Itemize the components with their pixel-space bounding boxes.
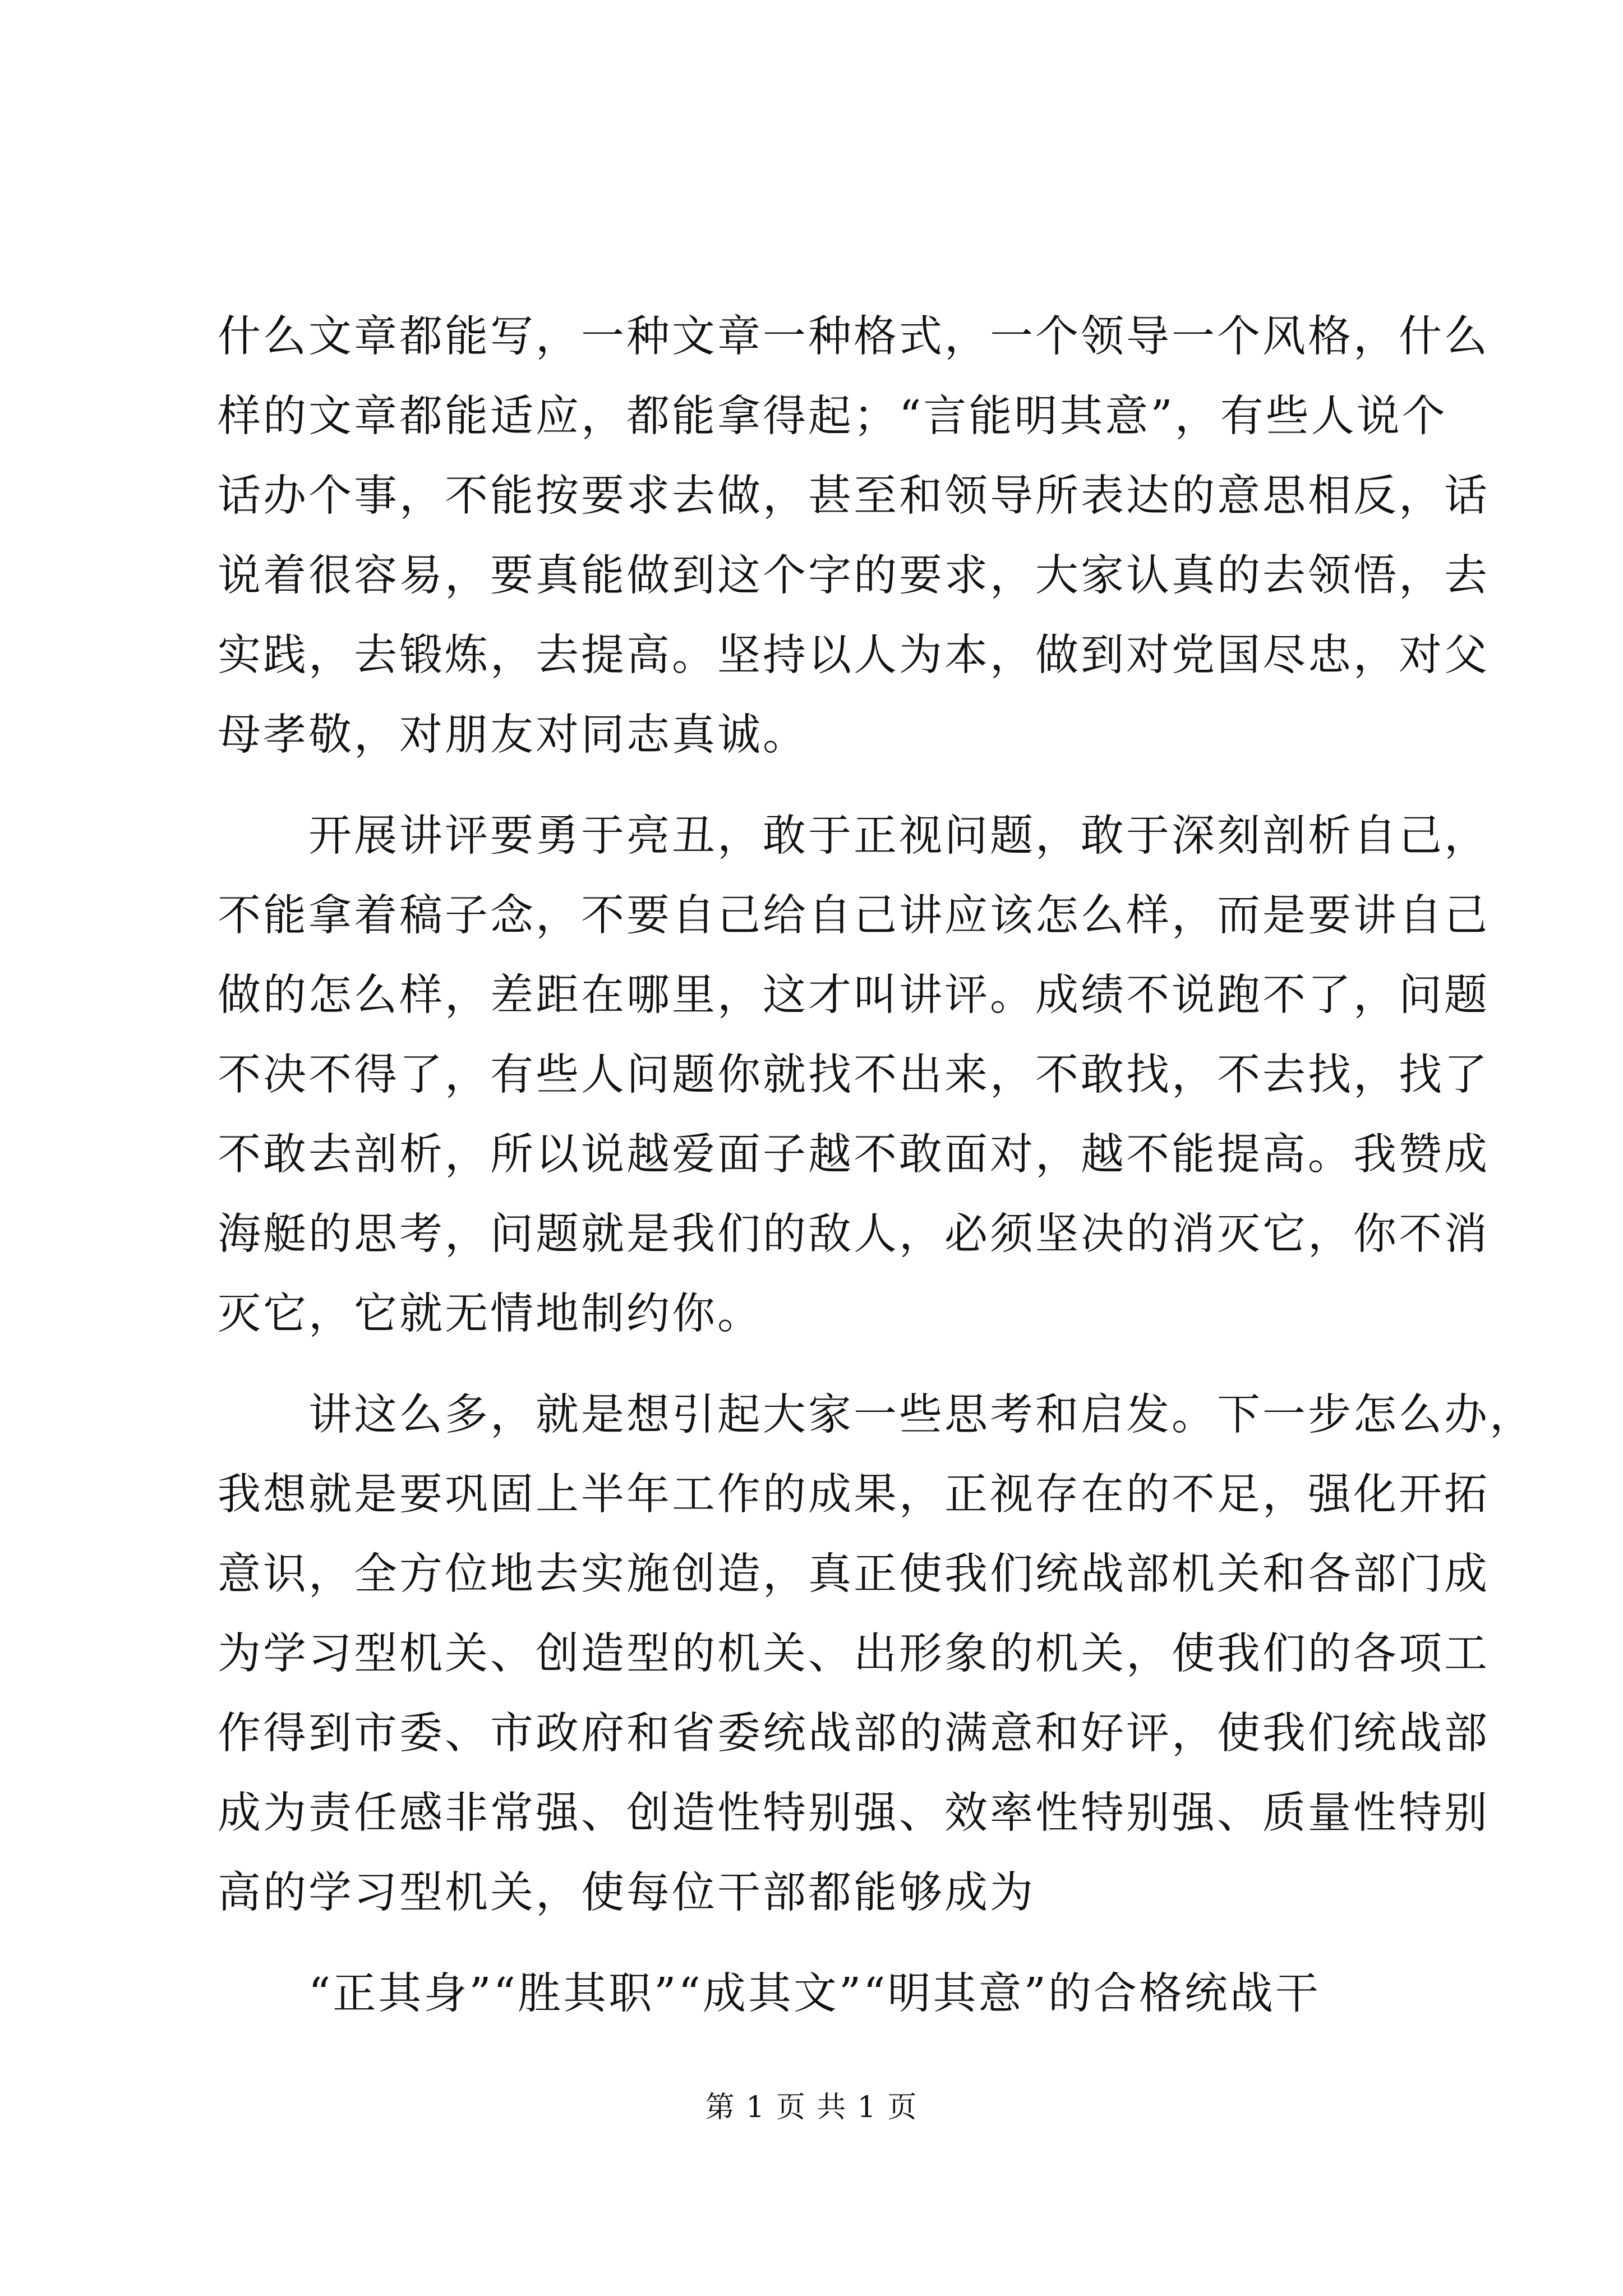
text-line: 不敢去剖析，所以说越爱面子越不敢面对，越不能提高。我赞成 bbox=[218, 1130, 1490, 1180]
paragraph-gap bbox=[218, 1354, 1418, 1375]
text-line: 不能拿着稿子念，不要自己给自己讲应该怎么样，而是要讲自己 bbox=[218, 891, 1490, 941]
text-line: 我想就是要巩固上半年工作的成果，正视存在的不足，强化开拓 bbox=[218, 1470, 1490, 1520]
text-line: “正其身”“胜其职”“成其文”“明其意”的合格统战干 bbox=[218, 1969, 1321, 2019]
text-line: 海艇的思考，问题就是我们的敌人，必须坚决的消灭它，你不消 bbox=[218, 1209, 1490, 1259]
text-line: 样的文章都能适应，都能拿得起；“言能明其意”，有些人说个 bbox=[218, 392, 1447, 441]
paragraph-gap bbox=[218, 775, 1418, 797]
text-line: 开展讲评要勇于亮丑，敢于正视问题，敢于深刻剖析自己， bbox=[218, 811, 1490, 861]
text-line: 话办个事，不能按要求去做，甚至和领导所表达的意思相反，话 bbox=[218, 471, 1490, 521]
paragraph bbox=[218, 797, 1490, 1354]
document-body bbox=[218, 297, 1535, 2034]
page-number-footer: 第 1 页 共 1 页 bbox=[705, 2091, 918, 2124]
text-line: 母孝敬，对朋友对同志真诚。 bbox=[218, 710, 808, 760]
text-line: 高的学习型机关，使每位干部都能够成为 bbox=[218, 1868, 1035, 1918]
text-line: 做的怎么样，差距在哪里，这才叫讲评。成绩不说跑不了，问题 bbox=[218, 970, 1490, 1020]
text-line: 作得到市委、市政府和省委统战部的满意和好评，使我们统战部 bbox=[218, 1709, 1490, 1759]
text-line: 成为责任感非常强、创造性特别强、效率性特别强、质量性特别 bbox=[218, 1788, 1490, 1838]
paragraph bbox=[218, 1375, 1535, 1933]
text-line: 意识，全方位地去实施创造，真正使我们统战部机关和各部门成 bbox=[218, 1549, 1490, 1599]
text-line: 说着很容易，要真能做到这个字的要求，大家认真的去领悟，去 bbox=[218, 551, 1490, 601]
paragraph bbox=[218, 1954, 1418, 2034]
text-line: 不决不得了，有些人问题你就找不出来，不敢找，不去找，找了 bbox=[218, 1050, 1490, 1100]
paragraph-gap bbox=[218, 1933, 1418, 1954]
text-line: 什么文章都能写，一种文章一种格式，一个领导一个风格，什么 bbox=[218, 312, 1490, 362]
text-line: 讲这么多，就是想引起大家一些思考和启发。下一步怎么办， bbox=[218, 1390, 1535, 1440]
paragraph bbox=[218, 297, 1490, 775]
text-line: 灭它，它就无情地制约你。 bbox=[218, 1289, 763, 1339]
text-line: 为学习型机关、创造型的机关、出形象的机关，使我们的各项工 bbox=[218, 1629, 1490, 1679]
text-line: 实践，去锻炼，去提高。坚持以人为本，做到对党国尽忠，对父 bbox=[218, 631, 1490, 680]
